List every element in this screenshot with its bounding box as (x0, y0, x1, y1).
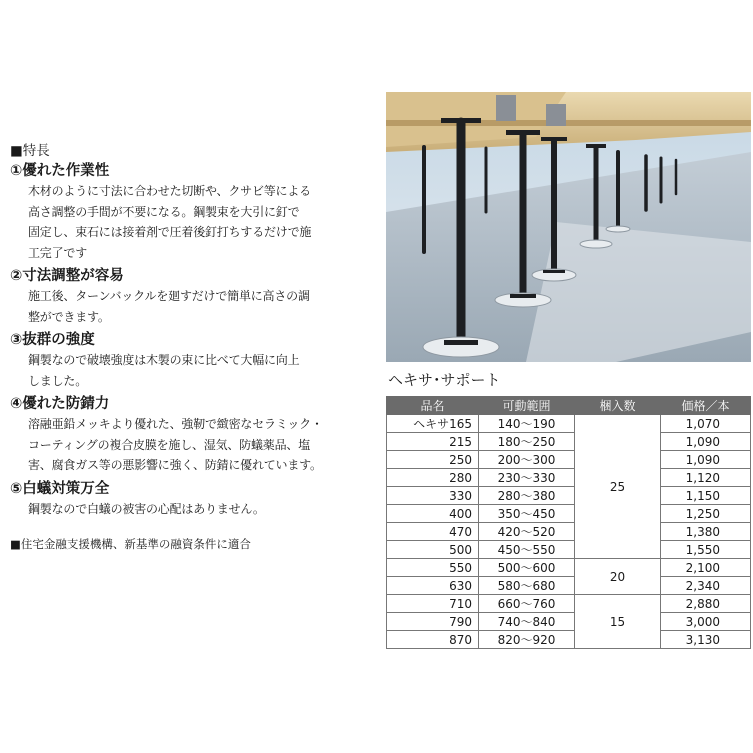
feature-body-line: 固定し、束石には接着剤で圧着後釘打ちするだけで施 (28, 225, 312, 239)
quantity-cell: 15 (575, 595, 661, 649)
price-cell: 2,880 (661, 595, 751, 613)
price-cell: 1,090 (661, 451, 751, 469)
price-cell: 1,250 (661, 505, 751, 523)
product-name-cell: 790 (387, 613, 479, 631)
feature-title: ④優れた防錆力 (10, 396, 110, 412)
product-name-cell: 630 (387, 577, 479, 595)
feature-body-line: 整ができます。 (28, 309, 110, 324)
feature-body (10, 414, 380, 476)
table-row (387, 613, 751, 631)
product-name-cell: 280 (387, 469, 479, 487)
product-name-cell: 470 (387, 523, 479, 541)
product-name-cell: 710 (387, 595, 479, 613)
range-cell: 230～330 (479, 469, 575, 487)
price-cell: 1,120 (661, 469, 751, 487)
features-heading: ■特長 (10, 143, 50, 159)
table-body (387, 415, 751, 649)
table-row (387, 577, 751, 595)
feature-body-line: 害、腐食ガス等の悪影響に強く、防錆に優れています。 (28, 458, 322, 472)
product-photo (386, 92, 751, 362)
feature-body-line: 鋼製なので白蟻の被害の心配はありません。 (28, 501, 265, 516)
header-range: 可動範囲 (479, 397, 575, 415)
range-cell: 580～680 (479, 577, 575, 595)
feature-title: ③抜群の強度 (10, 332, 95, 348)
feature-title: ⑤白蟻対策万全 (10, 480, 110, 497)
table-row (387, 523, 751, 541)
price-cell: 3,000 (661, 613, 751, 631)
feature-body-line: 施工後、ターンバックルを廻すだけで簡単に高さの調 (28, 289, 310, 303)
range-cell: 180～250 (479, 433, 575, 451)
feature-body-line: 高さ調整の手間が不要になる。鋼製束を大引に釘で (28, 204, 300, 219)
feature-body (10, 499, 380, 520)
range-cell: 280～380 (479, 487, 575, 505)
features-section (10, 142, 380, 553)
product-name-cell: 215 (387, 433, 479, 451)
table-header-row (387, 397, 751, 415)
product-name-cell: ヘキサ165 (387, 415, 479, 433)
price-cell: 2,340 (661, 577, 751, 595)
table-row (387, 559, 751, 577)
feature-body-line: 木材のように寸法に合わせた切断や、クサビ等による (28, 184, 311, 198)
financing-note: ■住宅金融支援機構、新基準の融資条件に適合 (10, 537, 251, 551)
feature-body (10, 350, 380, 391)
table-title: ヘキサ･サポート (388, 371, 501, 389)
feature-body (10, 181, 380, 263)
table-row (387, 433, 751, 451)
table-row (387, 595, 751, 613)
product-name-cell: 870 (387, 631, 479, 649)
range-cell: 660～760 (479, 595, 575, 613)
table-row (387, 451, 751, 469)
feature-body-line: 工完了です (28, 245, 88, 260)
product-table (386, 396, 751, 649)
steel-post-installation-illustration (386, 92, 751, 362)
product-name-cell: 330 (387, 487, 479, 505)
table-row (387, 631, 751, 649)
table-row (387, 505, 751, 523)
product-name-cell: 550 (387, 559, 479, 577)
feature-body-line: しました。 (28, 373, 88, 388)
quantity-cell: 20 (575, 559, 661, 595)
feature-body-line: 溶融亜鉛メッキより優れた、強靭で緻密なセラミック・ (28, 417, 323, 431)
table-row (387, 541, 751, 559)
feature-body-line: 鋼製なので破壊強度は木製の束に比べて大幅に向上 (28, 353, 300, 367)
range-cell: 420～520 (479, 523, 575, 541)
range-cell: 500～600 (479, 559, 575, 577)
range-cell: 200～300 (479, 451, 575, 469)
header-name: 品名 (387, 397, 479, 415)
quantity-cell: 25 (575, 415, 661, 559)
table-row (387, 469, 751, 487)
range-cell: 740～840 (479, 613, 575, 631)
range-cell: 450～550 (479, 541, 575, 559)
price-cell: 1,090 (661, 433, 751, 451)
price-cell: 1,070 (661, 415, 751, 433)
range-cell: 140～190 (479, 415, 575, 433)
product-name-cell: 250 (387, 451, 479, 469)
feature-body-line: コーティングの複合皮膜を施し、湿気、防蟻薬品、塩 (28, 437, 311, 452)
price-cell: 1,380 (661, 523, 751, 541)
feature-body (10, 286, 380, 327)
product-name-cell: 500 (387, 541, 479, 559)
feature-title: ①優れた作業性 (10, 163, 110, 179)
feature-list (10, 162, 380, 519)
price-cell: 1,550 (661, 541, 751, 559)
price-cell: 3,130 (661, 631, 751, 649)
product-name-cell: 400 (387, 505, 479, 523)
price-cell: 2,100 (661, 559, 751, 577)
price-cell: 1,150 (661, 487, 751, 505)
range-cell: 350～450 (479, 505, 575, 523)
feature-title: ②寸法調整が容易 (10, 268, 124, 284)
header-price: 価格／本 (661, 397, 751, 415)
range-cell: 820～920 (479, 631, 575, 649)
header-quantity: 梱入数 (575, 397, 661, 415)
table-row (387, 487, 751, 505)
table-row (387, 415, 751, 433)
